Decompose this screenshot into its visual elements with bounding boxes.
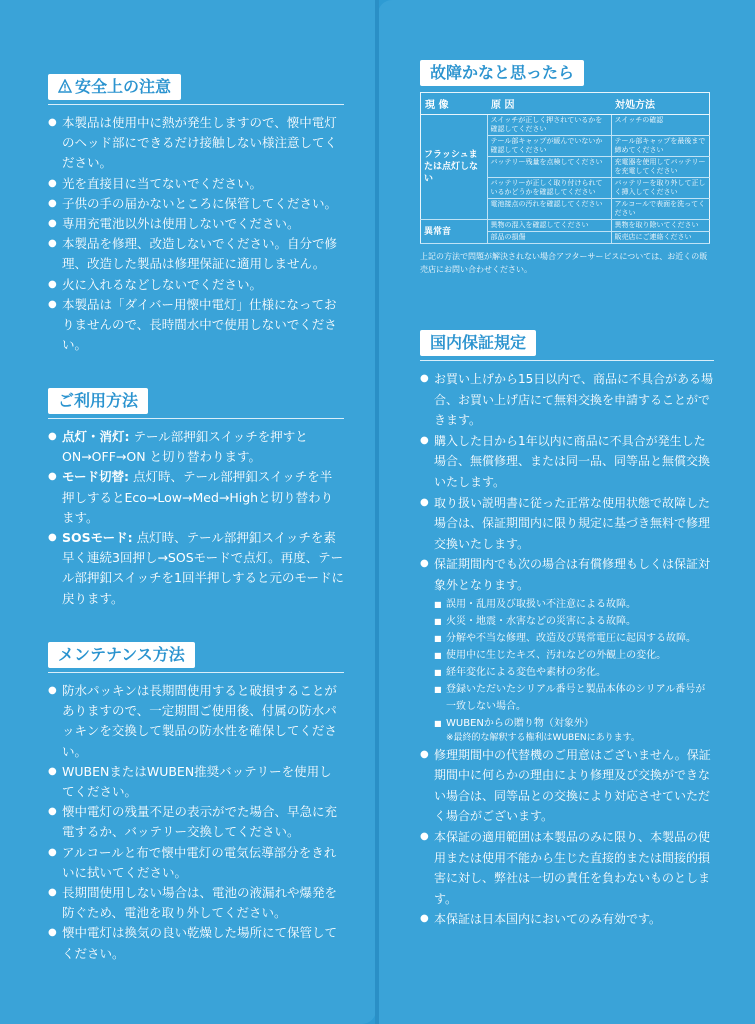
list-item: ● 本製品は「ダイバー用懐中電灯」仕様になっておりませんので、長時間水中で使用しないでください。 (48, 295, 344, 356)
list-item (48, 427, 344, 467)
warning-icon (58, 79, 72, 93)
cause-cell: 部品の損傷 (487, 232, 611, 244)
sub-item: ■ 分解や不当な修理、改造及び異常電圧に起因する故障。 (434, 630, 714, 647)
subnote: ※最終的な解釈する権利はWUBENにあります。 (446, 732, 640, 743)
fix-cell: 充電器を使用してバッテリーを充電してください (611, 157, 710, 178)
list-item: ● 長期間使用しない場合は、電池の液漏れや爆発を防ぐため、電池を取り外してください。 (48, 883, 344, 923)
table-header: 原 因 (487, 93, 611, 115)
sub-item: ■ 登録いただいたシリアル番号と製品本体のシリアル番号が一致しない場合。 (434, 681, 714, 715)
sub-item: ■ WUBENからの贈り物（対象外） (434, 715, 714, 732)
usage-label: 点灯・消灯: (62, 429, 130, 444)
list-item: ● 子供の手の届かないところに保管してください。 (48, 194, 344, 214)
maintenance-rule (48, 672, 344, 673)
sub-item: ■ 火災・地震・水害などの災害による故障。 (434, 613, 714, 630)
sub-item: ■ 経年変化による変色や素材の劣化。 (434, 664, 714, 681)
cause-cell: 電池接点の汚れを確認してください (487, 199, 611, 220)
cause-cell: バッテリーが正しく取り付けられているかどうかを確認してください (487, 178, 611, 199)
list-item: ● WUBENまたはWUBEN推奨バッテリーを使用してください。 (48, 762, 344, 802)
page-fold (375, 0, 379, 1024)
exclusions-list (434, 596, 714, 732)
warranty-rule (420, 360, 714, 361)
table-header-row (421, 93, 710, 115)
safety-rule (48, 104, 344, 105)
symptom-cell: 異常音 (421, 220, 488, 244)
cause-cell: 異物の混入を確認してください (487, 220, 611, 232)
usage-title: ご利用方法 (58, 391, 139, 410)
usage-rule (48, 418, 344, 419)
troubleshoot-section (420, 60, 716, 276)
cause-cell: スイッチが正しく押されているかを確認してください (487, 115, 611, 136)
warranty-list (420, 369, 714, 930)
list-item (48, 528, 344, 609)
list-item: ● 火に入れるなどしないでください。 (48, 275, 344, 295)
safety-heading (48, 74, 181, 100)
fix-cell: バッテリーを取り外して正しく挿入してください (611, 178, 710, 199)
list-item (48, 467, 344, 528)
cause-cell: バッテリー残量を点検してください (487, 157, 611, 178)
table-row (421, 220, 710, 232)
usage-heading (48, 388, 148, 414)
list-item: ● 本製品は使用中に熱が発生しますので、懐中電灯のヘッド部にできるだけ接触しない様注意してください。 (48, 113, 344, 174)
maintenance-section (48, 642, 344, 964)
warranty-heading (420, 330, 536, 356)
table-header: 現 像 (421, 93, 488, 115)
sub-item: ■ 誤用・乱用及び取扱い不注意による故障。 (434, 596, 714, 613)
list-item: ● 本保証の適用範囲は本製品のみに限り、本製品の使用または使用不能から生じた直接的または間接的損害に対し、弊社は一切の責任を負わないものとします。 (420, 827, 714, 909)
list-item: ● 本製品を修理、改造しないでください。自分で修理、改造した製品は修理保証に適用しません。 (48, 234, 344, 274)
usage-label: モード切替: (62, 469, 129, 485)
troubleshoot-title: 故障かなと思ったら (430, 63, 575, 82)
list-item: ● 防水パッキンは長期間使用すると破損することがありますので、一定期間ご使用後、付属の防水パッキンを交換して製品の防水性を確保してください。 (48, 681, 344, 762)
safety-section (48, 74, 344, 355)
fix-cell: テール部キャップを最後まで締めてください (611, 136, 710, 157)
warranty-title: 国内保証規定 (430, 333, 527, 352)
usage-text: 点灯時、テール部押釦スイッチを半押しするとEco→Low→Med→Highと切り替わります。 (62, 469, 334, 525)
warranty-section (420, 330, 714, 930)
list-item: ● 専用充電池以外は使用しないでください。 (48, 214, 344, 234)
list-item: ● お買い上げから15日以内で、商品に不具合がある場合、お買い上げ店にて無料交換を申請することができます。 (420, 369, 714, 431)
symptom-cell: フラッシュまたは点灯しない (421, 115, 488, 220)
usage-text: 点灯時、テール部押釦スイッチを素早く連続3回押し→SOSモードで点灯。再度、テール部押釦スイッチを1回半押しすると元のモードに戻ります。 (62, 530, 344, 606)
fix-cell: 異物を取り除いてください (611, 220, 710, 232)
table-row (421, 115, 710, 136)
usage-text: テール部押釦スイッチを押すとON→OFF→ON と切り替わります。 (62, 429, 308, 465)
list-item: ● 懐中電灯の残量不足の表示がでた場合、早急に充電するか、バッテリー交換してください。 (48, 802, 344, 842)
list-item: ● アルコールと布で懐中電灯の電気伝導部分をきれいに拭いてください。 (48, 843, 344, 883)
troubleshoot-heading (420, 60, 584, 86)
fix-cell: アルコールで表面を洗ってください (611, 199, 710, 220)
fix-cell: スイッチの確認 (611, 115, 710, 136)
maintenance-title: メンテナンス方法 (58, 645, 185, 664)
list-item: ● 取り扱い説明書に従った正常な使用状態で故障した場合は、保証期間内に限り規定に基づき無料で修理交換いたします。 (420, 493, 714, 555)
list-item: ● 修理期間中の代替機のご用意はございません。保証期間中に何らかの理由により修理及び交換ができない場合は、同等品との交換により対応させていただく場合がございます。 (420, 745, 714, 827)
maintenance-heading (48, 642, 195, 668)
sub-item: ■ 使用中に生じたキズ、汚れなどの外観上の変化。 (434, 647, 714, 664)
list-item: ● 光を直接目に当てないでください。 (48, 174, 344, 194)
usage-label: SOSモード: (62, 530, 133, 546)
maintenance-list (48, 681, 344, 964)
list-item (420, 554, 714, 744)
safety-title: 安全上の注意 (75, 77, 172, 96)
cause-cell: テール部キャップが緩んでいないか確認してください (487, 136, 611, 157)
usage-section (48, 388, 344, 609)
list-item-text: 保証期間内でも次の場合は有償修理もしくは保証対象外となります。 (434, 557, 711, 592)
troubleshoot-table (420, 92, 710, 244)
fix-cell: 販売店にご連絡ください (611, 232, 710, 244)
table-header: 対処方法 (611, 93, 710, 115)
list-item: ● 購入した日から1年以内に商品に不具合が発生した場合、無償修理、または同一品、同等品と無償交換いたします。 (420, 431, 714, 493)
safety-list (48, 113, 344, 355)
usage-list (48, 427, 344, 609)
troubleshoot-note: 上記の方法で問題が解決されない場合アフターサービスについては、お近くの販売店にお問い合わせください。 (420, 252, 708, 274)
list-item: ● 懐中電灯は換気の良い乾燥した場所にて保管してください。 (48, 923, 344, 963)
list-item: ● 本保証は日本国内においてのみ有効です。 (420, 909, 714, 930)
